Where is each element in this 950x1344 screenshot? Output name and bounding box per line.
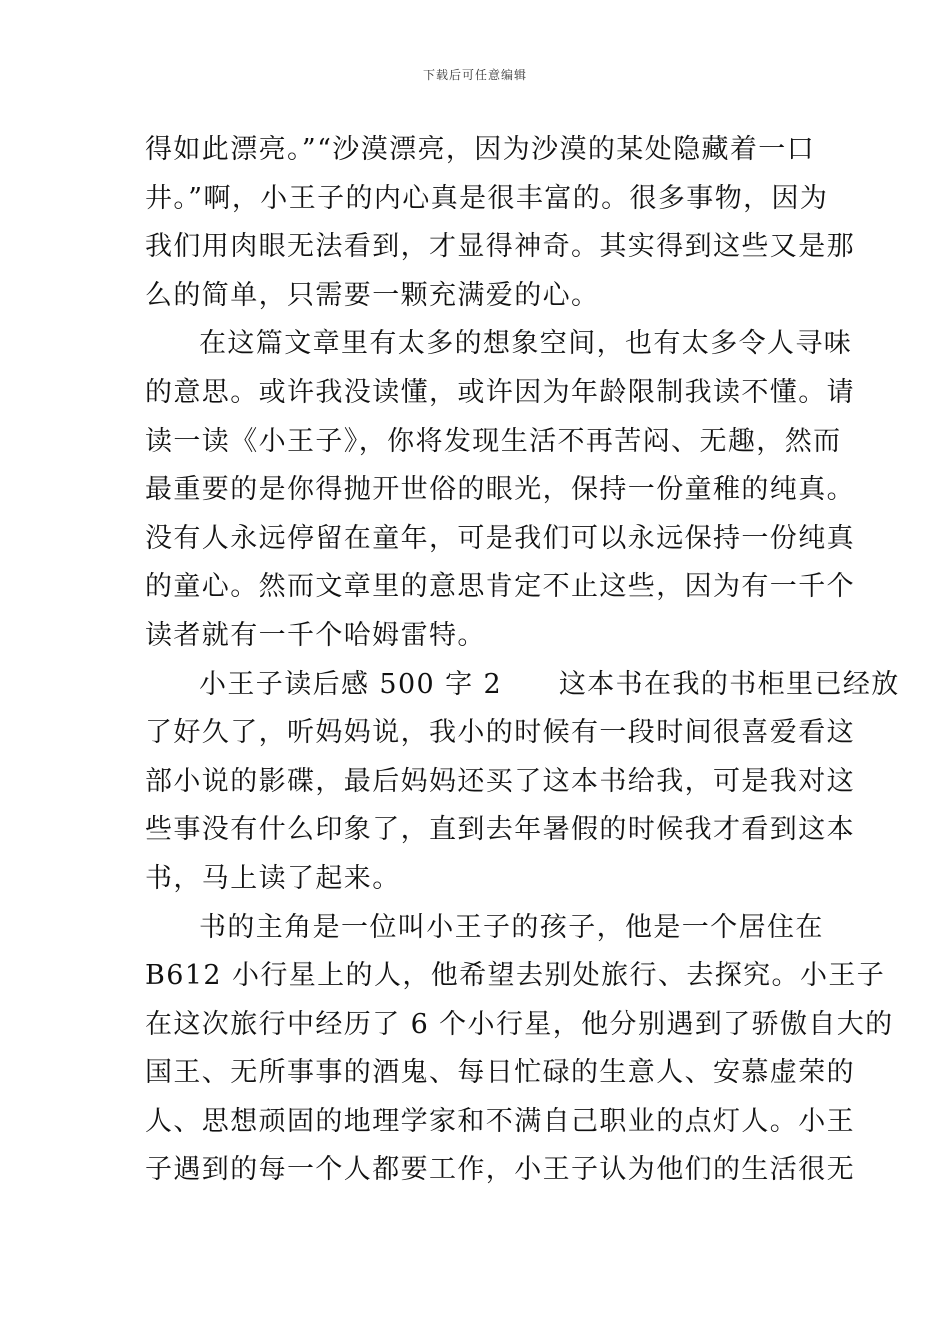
text-line: 么的简单，只需要一颗充满爱的心。 bbox=[145, 279, 600, 311]
text-line: 国王、无所事事的酒鬼、每日忙碌的生意人、安慕虚荣的 bbox=[145, 1057, 855, 1089]
text-line: 最重要的是你得抛开世俗的眼光，保持一份童稚的纯真。 bbox=[145, 474, 855, 506]
text-line: 的意思。或许我没读懂，或许因为年龄限制我读不懂。请 bbox=[145, 376, 855, 408]
text-line: 了好久了，听妈妈说，我小的时候有一段时间很喜爱看这 bbox=[145, 717, 855, 749]
text-line: 井。”啊，小王子的内心真是很丰富的。很多事物，因为 bbox=[145, 182, 829, 214]
text-line: 小王子读后感 500 字 2 这本书在我的书柜里已经放 bbox=[199, 668, 900, 700]
text-line: 我们用肉眼无法看到，才显得神奇。其实得到这些又是那 bbox=[145, 231, 855, 263]
text-line: 得如此漂亮。”“沙漠漂亮，因为沙漠的某处隐藏着一口 bbox=[145, 134, 816, 165]
text-line: 读者就有一千个哈姆雷特。 bbox=[145, 619, 486, 651]
text-line: 没有人永远停留在童年，可是我们可以永远保持一份纯真 bbox=[145, 522, 855, 554]
text-line: 人、思想顽固的地理学家和不满自己职业的点灯人。小王 bbox=[145, 1105, 855, 1137]
text-line: 子遇到的每一个人都要工作，小王子认为他们的生活很无 bbox=[145, 1154, 855, 1186]
text-line: 书，马上读了起来。 bbox=[145, 862, 401, 894]
text-line: 在这次旅行中经历了 6 个小行星，他分别遇到了骄傲自大的 bbox=[145, 1008, 894, 1040]
body-text bbox=[145, 126, 900, 1195]
text-line: 读一读《小王子》，你将发现生活不再苦闷、无趣，然而 bbox=[145, 425, 842, 457]
text-line: 在这篇文章里有太多的想象空间，也有太多令人寻味 bbox=[199, 328, 853, 360]
text-line: 些事没有什么印象了，直到去年暑假的时候我才看到这本 bbox=[145, 814, 855, 846]
header-note: 下载后可任意编辑 bbox=[422, 68, 527, 82]
text-line: 书的主角是一位叫小王子的孩子，他是一个居住在 bbox=[199, 911, 824, 943]
text-line: B612 小行星上的人，他希望去别处旅行、去探究。小王子 bbox=[145, 960, 886, 992]
text-line: 的童心。然而文章里的意思肯定不止这些，因为有一千个 bbox=[145, 571, 855, 603]
text-line: 部小说的影碟，最后妈妈还买了这本书给我，可是我对这 bbox=[145, 765, 855, 797]
